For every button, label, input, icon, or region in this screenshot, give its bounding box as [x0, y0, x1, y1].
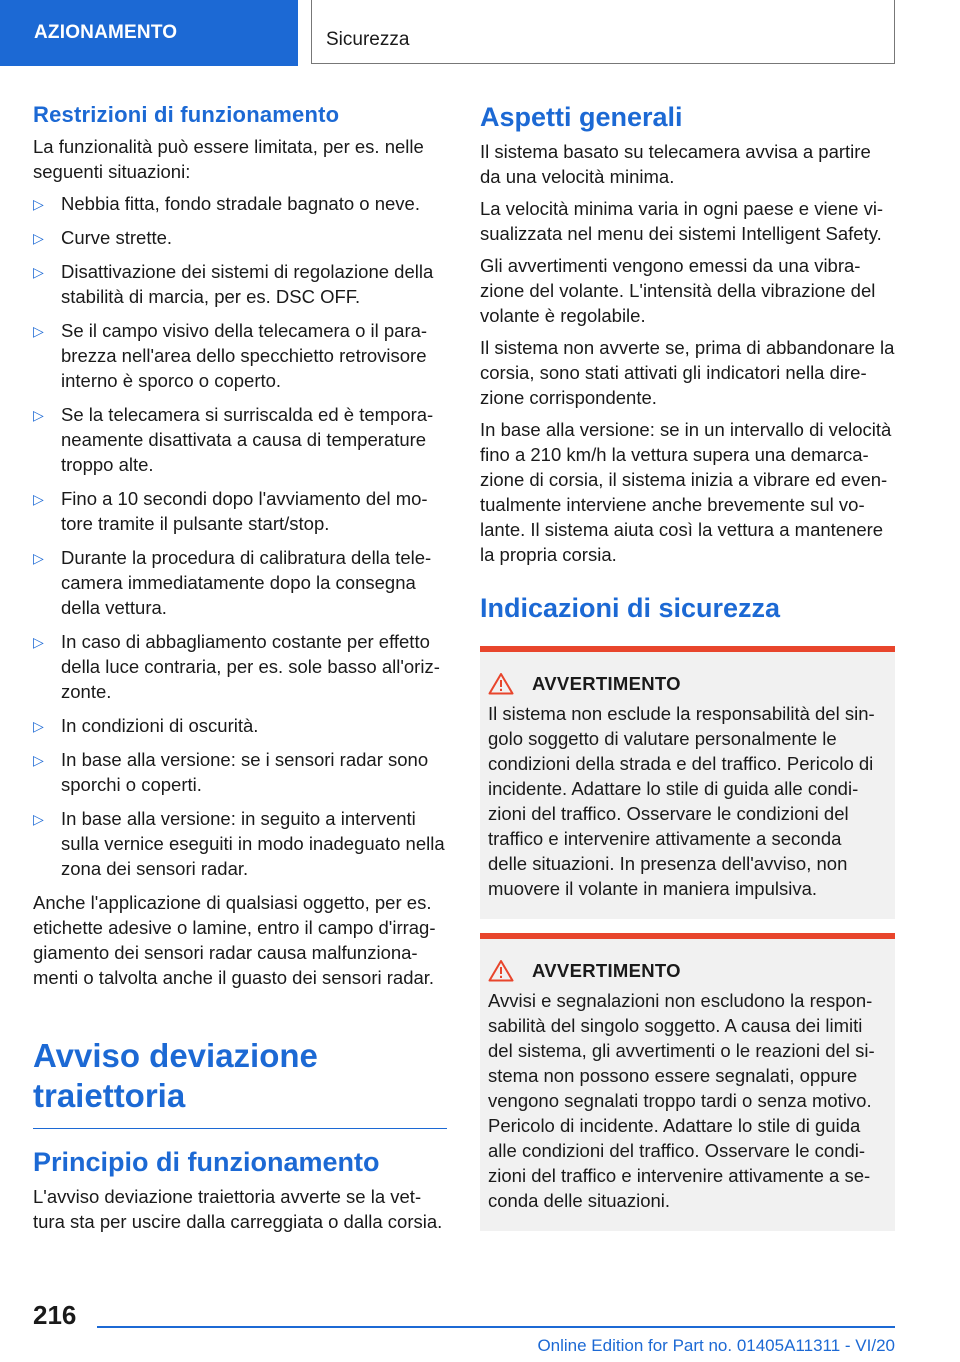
warning-header [488, 959, 885, 982]
triangle-right-icon: ▷ [33, 718, 44, 734]
list-item: ▷ Curve strette. [33, 225, 447, 250]
triangle-right-icon: ▷ [33, 752, 44, 768]
triangle-right-icon: ▷ [33, 323, 44, 339]
restrictions-heading: Restrizioni di funzionamento [33, 102, 340, 127]
list-item: ▷ Durante la procedura di calibratura della tele-camera immediatamente dopo la consegna della vettura. [33, 547, 432, 618]
list-item: ▷ Se la telecamera si surriscalda ed è tempora-neamente disattivata a causa di temperature troppo alte. [33, 404, 434, 475]
general-paragraph: Il sistema basato su telecamera avvisa a partire da una velocità minima. [480, 141, 871, 187]
chapter-title: Avviso deviazione traiettoria [33, 1037, 318, 1114]
general-paragraph: Gli avvertimenti vengono emessi da una vibra-zione del volante. L'intensità della vibrazione del volante è regolabile. [480, 255, 876, 326]
general-paragraph: La velocità minima varia in ogni paese e viene vi-sualizzata nel menu dei sistemi Intelligent Safety. [480, 198, 884, 244]
safety-heading: Indicazioni di sicurezza [480, 593, 781, 623]
warning-triangle-icon [488, 672, 514, 695]
left-column [33, 102, 447, 1241]
right-column [480, 102, 895, 1231]
list-item: ▷ Disattivazione dei sistemi di regolazione della stabilità di marcia, per es. DSC OFF. [33, 261, 434, 307]
warning-title: AVVERTIMENTO [532, 959, 681, 981]
triangle-right-icon: ▷ [33, 264, 44, 280]
warning-text: Il sistema non esclude la responsabilità del sin-golo soggetto di valutare personalmente le condizioni della strada e del traffico. Pericolo di incidente. Adattare lo stile di guida alle condi-zioni del traffico. Osservare le condizioni del traffico e intervenire attivamente a seconda delle situazioni. In presenza dell'avviso, non muovere il volante in maniera impulsiva. [488, 703, 875, 899]
footer-divider [97, 1326, 895, 1328]
header-chapter-tab: Sicurezza [311, 0, 895, 64]
header-section-tab: AZIONAMENTO [0, 0, 298, 66]
title-divider [33, 1128, 447, 1129]
general-heading: Aspetti generali [480, 102, 683, 132]
triangle-right-icon: ▷ [33, 230, 44, 246]
list-item: ▷ In base alla versione: se i sensori radar sono sporchi o coperti. [33, 749, 429, 795]
triangle-right-icon: ▷ [33, 407, 44, 423]
list-item: ▷ Fino a 10 secondi dopo l'avviamento del mo-tore tramite il pulsante start/stop. [33, 488, 428, 534]
page-number: 216 [33, 1300, 77, 1330]
general-paragraph: In base alla versione: se in un intervallo di velocità fino a 210 km/h la vettura supera una demarca-zione di corsia, il sistema inizia a vibrare ed even-tualmente interviene anche brevemente sul vo-lante. Il sistema aiuta così la vettura a mantenere la propria corsia. [480, 419, 892, 565]
triangle-right-icon: ▷ [33, 634, 44, 650]
restrictions-list [33, 191, 447, 881]
restrictions-outro: Anche l'applicazione di qualsiasi oggetto, per es. etichette adesive o lamine, entro il campo d'irrag-giamento dei sensori radar causa malfunziona-menti o talvolta anche il guasto dei sensori radar. [33, 892, 436, 988]
restrictions-intro: La funzionalità può essere limitata, per es. nelle seguenti situazioni: [33, 136, 424, 182]
warning-header [488, 672, 885, 695]
list-item: ▷ Se il campo visivo della telecamera o il para-brezza nell'area dello specchietto retrovisore interno è sporco o coperto. [33, 320, 428, 391]
warning-title: AVVERTIMENTO [532, 672, 681, 694]
list-item: ▷ Nebbia fitta, fondo stradale bagnato o neve. [33, 191, 447, 216]
list-item: ▷ In condizioni di oscurità. [33, 713, 447, 738]
list-item: ▷ In base alla versione: in seguito a interventi sulla vernice eseguiti in modo inadeguato nella zona dei sensori radar. [33, 808, 445, 879]
warning-box [480, 646, 895, 919]
principle-heading: Principio di funzionamento [33, 1147, 380, 1177]
footer-edition: Online Edition for Part no. 01405A11311 - VI/20 [537, 1336, 895, 1355]
triangle-right-icon: ▷ [33, 491, 44, 507]
triangle-right-icon: ▷ [33, 550, 44, 566]
warning-text: Avvisi e segnalazioni non escludono la respon-sabilità del singolo soggetto. A causa dei limiti del sistema, gli avvertimenti o le reazioni del si-stema non possono essere segnalati, oppure vengono segnalati troppo tardi o senza motivo. Pericolo di incidente. Adattare lo stile di guida alle condizioni del traffico. Osservare le condi-zioni del traffico e intervenire attivamente a se-conda delle situazioni. [488, 990, 875, 1211]
list-item: ▷ In caso di abbagliamento costante per effetto della luce contraria, per es. sole basso all'oriz-zonte. [33, 631, 440, 702]
warning-triangle-icon [488, 959, 514, 982]
warning-box [480, 933, 895, 1231]
principle-text: L'avviso deviazione traiettoria avverte se la vet-tura sta per uscire dalla carreggiata o dalla corsia. [33, 1186, 443, 1232]
general-paragraph: Il sistema non avverte se, prima di abbandonare la corsia, sono stati attivati gli indicatori nella dire-zione corrispondente. [480, 337, 895, 408]
triangle-right-icon: ▷ [33, 811, 44, 827]
triangle-right-icon: ▷ [33, 196, 44, 212]
